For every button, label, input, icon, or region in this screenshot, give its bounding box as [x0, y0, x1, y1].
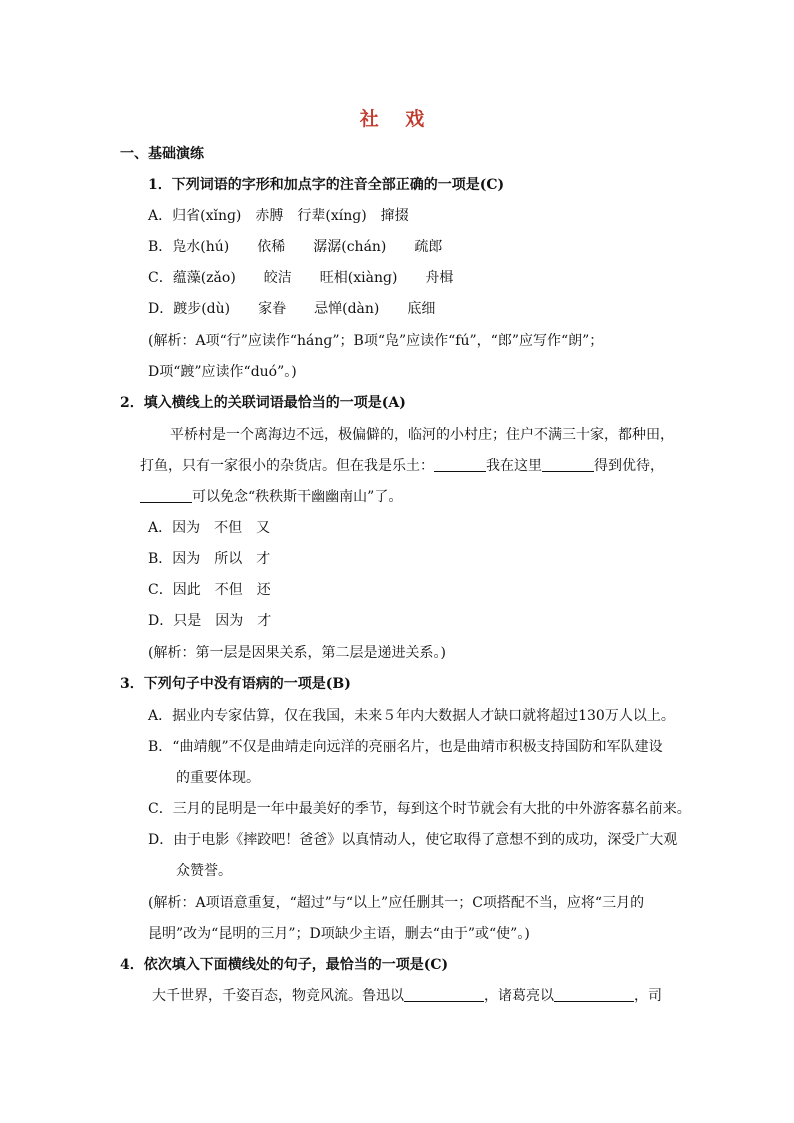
question-3-option-b-line-1: B．“曲靖舰”不仅是曲靖走向远洋的亮丽名片，也是曲靖市积极支持国防和军队建设	[148, 739, 663, 755]
question-2-passage-line-1: 平桥村是一个离海边不远，极偏僻的，临河的小村庄；住户不满三十家，都种田，	[170, 427, 674, 443]
question-2-option-d: D．只是 因为 才	[148, 613, 272, 629]
question-3-analysis-line-1: (解析：A项语意重复，“超过”与“以上”应任删其一；C项搭配不当，应将“三月的	[148, 895, 645, 911]
question-2-passage-line-2	[140, 456, 664, 476]
question-2-option-b: B．因为 所以 才	[148, 551, 271, 567]
passage-text: ，司	[634, 988, 662, 1004]
question-3-option-b-line-2: 的重要体现。	[176, 770, 260, 786]
question-3-option-a: A．据业内专家估算，仅在我国，未来５年内大数据人才缺口就将超过130万人以上。	[148, 708, 675, 724]
fill-blank-5	[554, 987, 634, 1002]
question-1-option-a: A．归省(xǐnɡ) 赤膊 行辈(xínɡ) 撺掇	[148, 208, 409, 224]
question-2-passage-line-3	[140, 487, 402, 507]
passage-text: 我在这里	[486, 458, 542, 474]
question-3-option-c: C．三月的昆明是一年中最美好的季节，每到这个时节就会有大批的中外游客慕名前来。	[148, 801, 691, 817]
passage-text: 打鱼，只有一家很小的杂货店。但在我是乐土：	[140, 458, 434, 474]
question-2-option-a: A．因为 不但 又	[148, 520, 271, 536]
question-4-passage-line-1	[152, 986, 662, 1006]
question-2-stem: 2．填入横线上的关联词语最恰当的一项是(A)	[120, 395, 406, 411]
fill-blank-1	[434, 457, 486, 472]
question-1-option-b: B．凫水(hú) 依稀 潺潺(chán) 疏郎	[148, 239, 443, 255]
question-2-analysis: (解析：第一层是因果关系，第二层是递进关系。)	[148, 645, 446, 661]
question-1-analysis-line-1: (解析：A项“行”应读作“hánɡ”；B项“凫”应读作“fú”，“郎”应写作“朗”；	[148, 333, 604, 349]
question-2-option-c: C．因此 不但 还	[148, 582, 271, 598]
fill-blank-2	[542, 457, 594, 472]
fill-blank-4	[404, 987, 484, 1002]
question-3-option-d-line-2: 众赞誉。	[176, 863, 232, 879]
fill-blank-3	[140, 488, 192, 503]
question-1-stem: 1．下列词语的字形和加点字的注音全部正确的一项是(C)	[148, 177, 505, 193]
question-1-analysis-line-2: D项“踱”应读作“duó”。)	[148, 364, 297, 380]
passage-text: 得到优待，	[594, 458, 664, 474]
question-4-stem: 4．依次填入下面横线处的句子，最恰当的一项是(C)	[120, 957, 449, 973]
passage-text: ，诸葛亮以	[484, 988, 554, 1004]
passage-text: 大千世界，千姿百态，物竞风流。鲁迅以	[152, 988, 404, 1004]
question-1-option-d: D．踱步(dù) 家眷 忌惮(dàn) 底细	[148, 301, 436, 317]
question-3-stem: 3．下列句子中没有语病的一项是(B)	[120, 676, 351, 692]
question-3-option-d-line-1: D．由于电影《摔跤吧！爸爸》以真情动人，使它取得了意想不到的成功，深受广大观	[148, 832, 678, 848]
page-title: 社 戏	[359, 108, 435, 130]
passage-text: 可以免念“秩秩斯干幽幽南山”了。	[192, 489, 403, 505]
question-1-option-c: C．蕴藻(zǎo) 皎洁 旺相(xiànɡ) 舟楫	[148, 270, 454, 286]
question-3-analysis-line-2: 昆明”改为“昆明的三月”；D项缺少主语，删去“由于”或“使”。)	[148, 926, 530, 942]
section-heading: 一、基础演练	[120, 146, 204, 162]
